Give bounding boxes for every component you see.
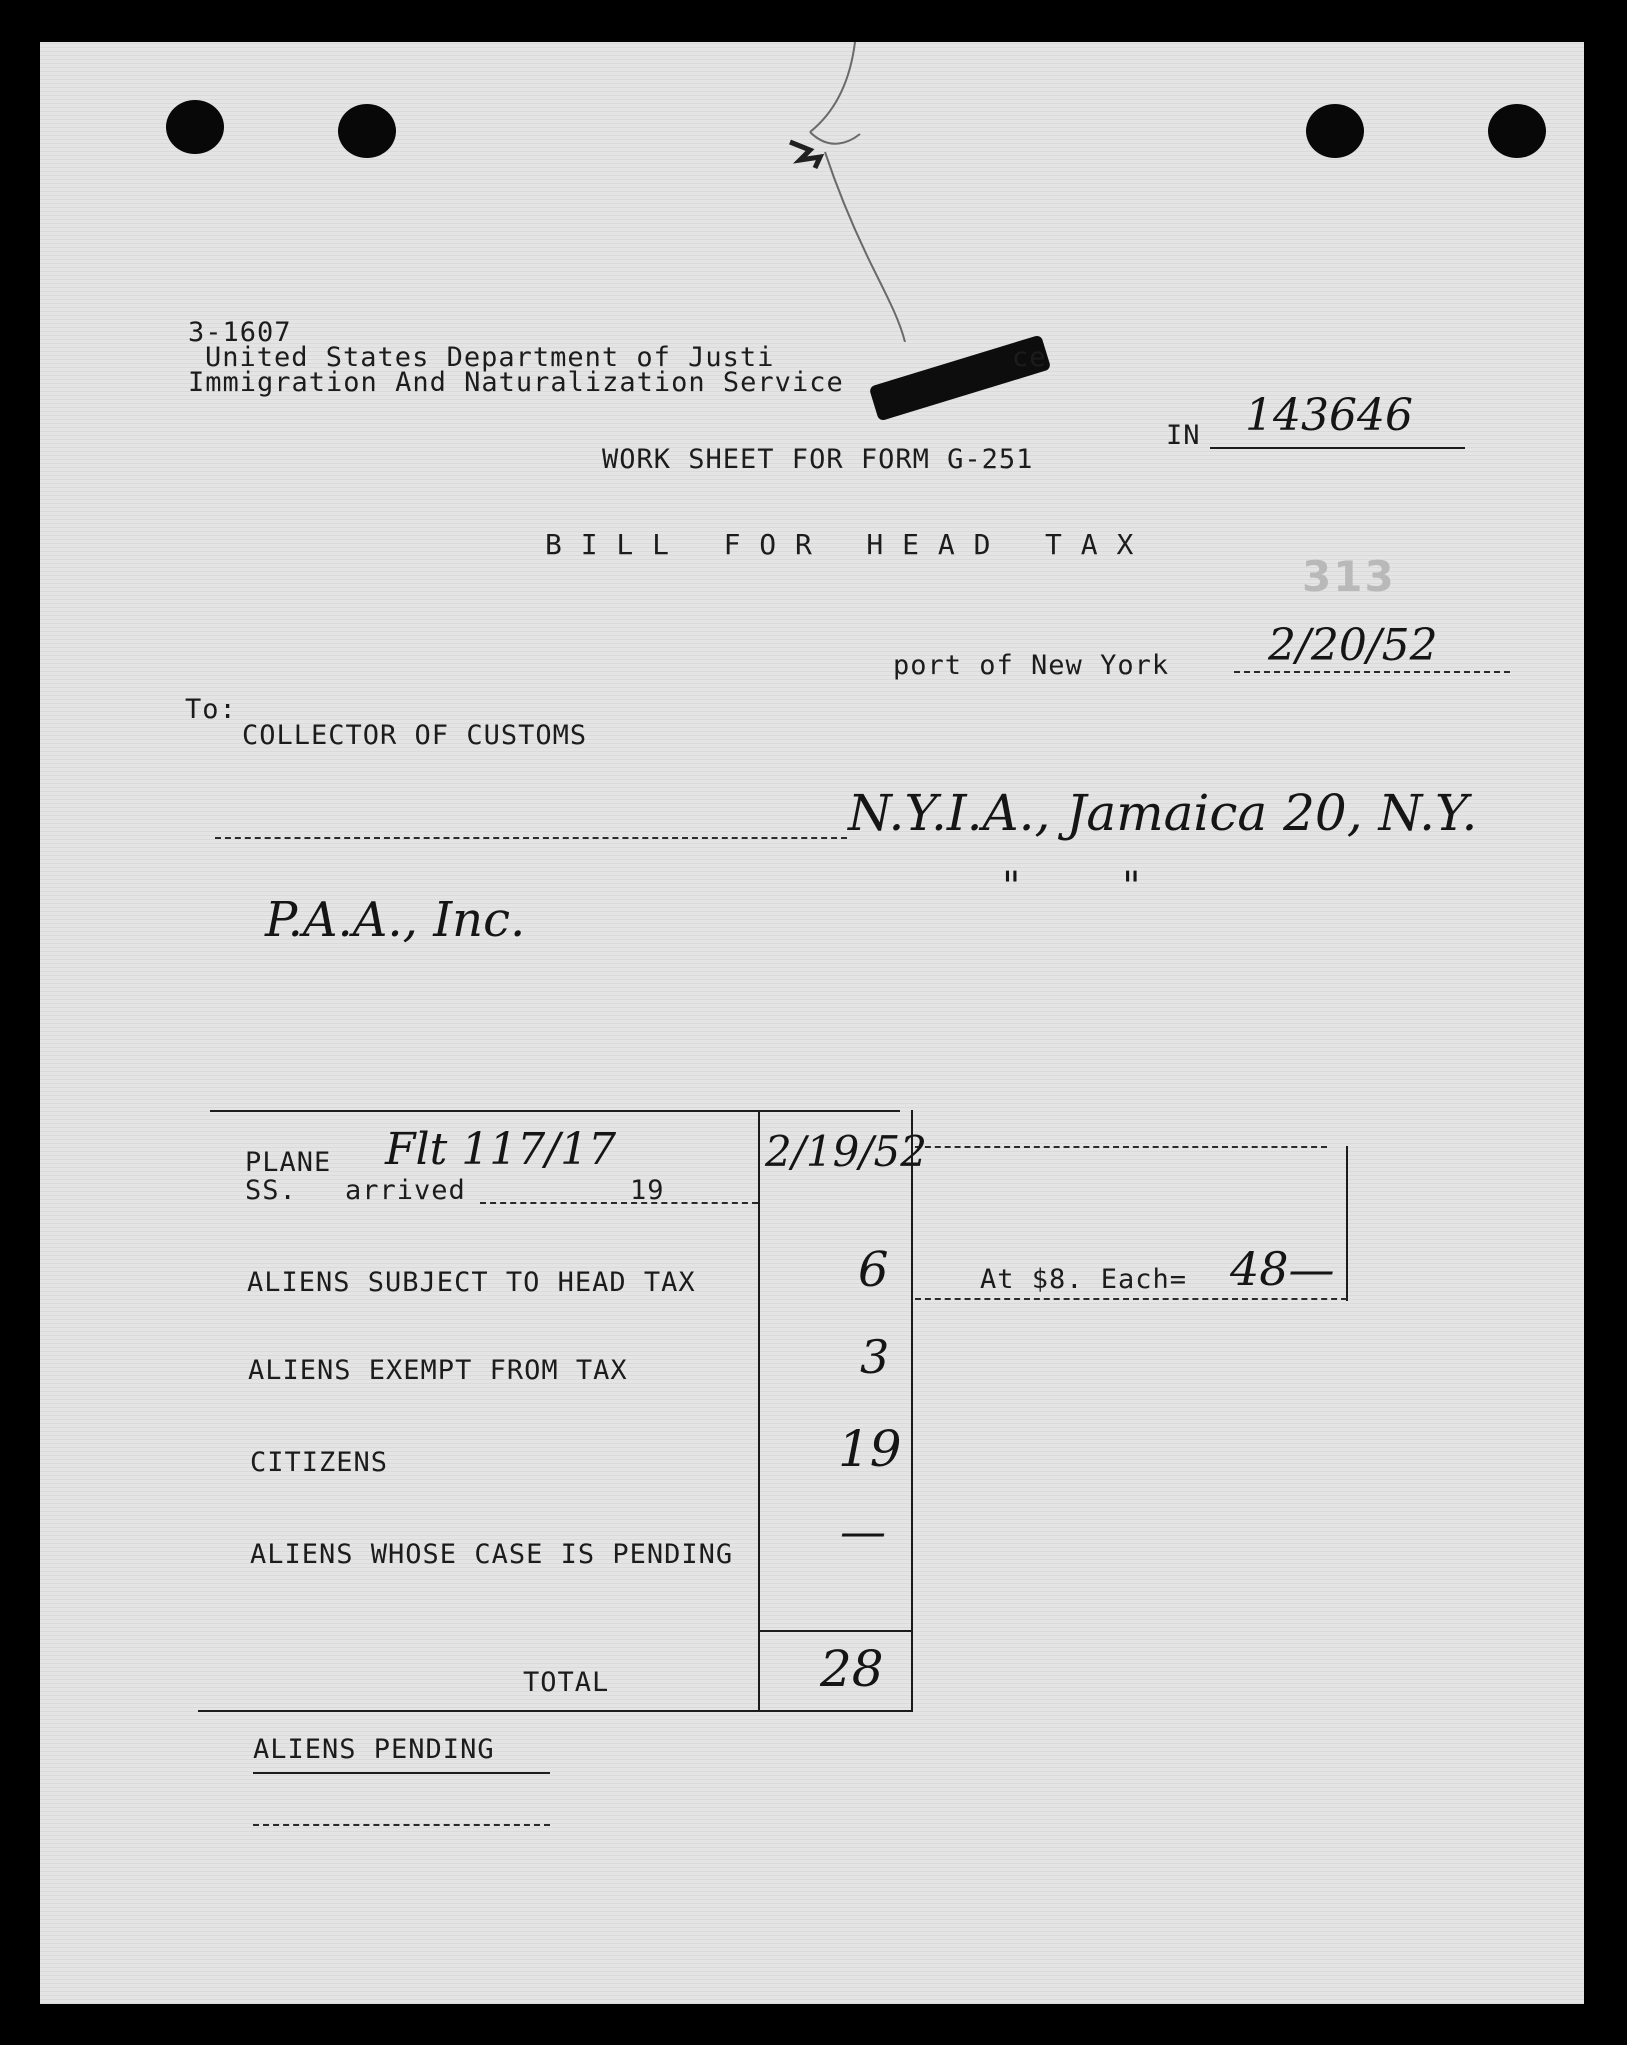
carrier-company: P.A.A., Inc. xyxy=(265,892,526,948)
row-value-pending: — xyxy=(840,1504,886,1558)
agency-line-2: Immigration And Naturalization Service xyxy=(188,367,844,398)
arrived-label: arrived xyxy=(345,1175,466,1206)
form-code: 3-1607 xyxy=(188,317,292,348)
plane-label: PLANE xyxy=(245,1147,332,1178)
aliens-pending-line xyxy=(253,1824,550,1826)
punch-hole-left-1 xyxy=(166,100,224,154)
aliens-pending-underline xyxy=(253,1772,550,1774)
table-left-column-divider xyxy=(758,1110,760,1710)
aliens-pending-label: ALIENS PENDING xyxy=(253,1734,495,1765)
rate-box-top xyxy=(915,1146,1327,1148)
to-label: To: xyxy=(185,694,237,725)
stamp-number: 313 xyxy=(1302,552,1396,601)
total-separator-line xyxy=(758,1630,913,1632)
form-subtitle: B I L L F O R H E A D T A X xyxy=(545,528,1135,561)
punch-hole-right-1 xyxy=(1306,104,1364,158)
total-value: 28 xyxy=(820,1640,884,1698)
row-label-subject-to-tax: ALIENS SUBJECT TO HEAD TAX xyxy=(247,1267,696,1298)
rate-amount: 48— xyxy=(1230,1242,1335,1296)
table-right-edge xyxy=(911,1110,913,1710)
arrived-line xyxy=(480,1202,758,1204)
rate-label: At $8. Each= xyxy=(980,1264,1188,1295)
row-value-exempt: 3 xyxy=(860,1330,890,1384)
row-value-citizens: 19 xyxy=(838,1420,902,1478)
arrival-date: 2/19/52 xyxy=(765,1127,927,1176)
collector-location: N.Y.I.A., Jamaica 20, N.Y. xyxy=(848,784,1478,842)
paper-crease-mark xyxy=(740,42,940,342)
collector-line xyxy=(215,837,847,839)
agency-line-1: United States Department of Justi xyxy=(205,342,775,373)
flight-number: Flt 117/17 xyxy=(385,1124,617,1175)
row-value-subject-to-tax: 6 xyxy=(858,1242,889,1298)
collector-of-customs: COLLECTOR OF CUSTOMS xyxy=(242,720,588,751)
in-number-line xyxy=(1210,447,1465,449)
table-bottom-line xyxy=(198,1710,913,1712)
table-top-line xyxy=(210,1110,900,1112)
in-label: IN xyxy=(1166,420,1201,451)
agency-line-1-end: ce xyxy=(1012,342,1047,373)
form-title: WORK SHEET FOR FORM G-251 xyxy=(602,444,1034,475)
total-label: TOTAL xyxy=(523,1667,610,1698)
year-prefix: 19 xyxy=(630,1175,665,1206)
bill-date: 2/20/52 xyxy=(1268,620,1438,671)
row-label-citizens: CITIZENS xyxy=(250,1447,389,1478)
row-label-pending: ALIENS WHOSE CASE IS PENDING xyxy=(250,1539,734,1570)
punch-hole-right-2 xyxy=(1488,104,1546,158)
date-line xyxy=(1234,671,1510,673)
document-sheet xyxy=(40,42,1584,2004)
rate-box-right xyxy=(1346,1146,1348,1301)
punch-hole-left-2 xyxy=(338,104,396,158)
row-label-exempt: ALIENS EXEMPT FROM TAX xyxy=(248,1355,628,1386)
port-label: port of New York xyxy=(893,650,1170,681)
in-number: 143646 xyxy=(1245,390,1413,441)
ss-label: SS. xyxy=(245,1175,297,1206)
rate-box-bottom xyxy=(915,1298,1347,1300)
ditto-marks: " " xyxy=(1002,864,1141,910)
